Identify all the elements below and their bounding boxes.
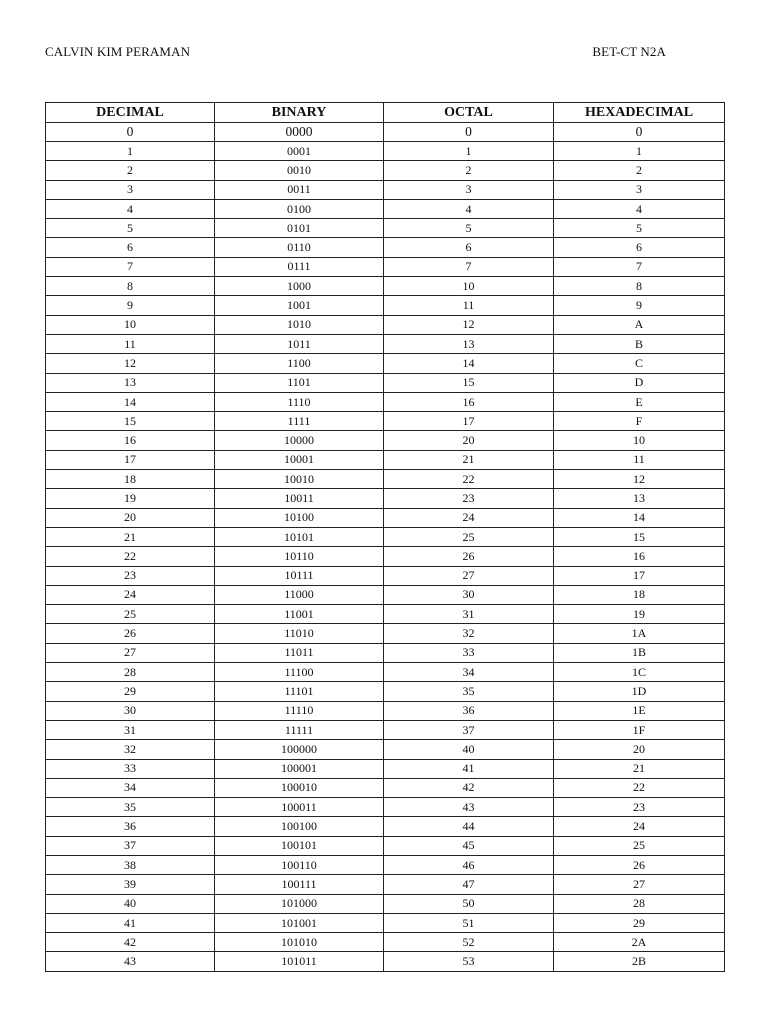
cell-binary: 0010 [215, 161, 384, 180]
table-row [46, 952, 725, 971]
cell-binary: 11010 [215, 624, 384, 643]
cell-binary: 10000 [215, 431, 384, 450]
table-row [46, 412, 725, 431]
cell-binary: 100111 [215, 875, 384, 894]
cell-octal: 34 [384, 663, 554, 682]
cell-octal: 35 [384, 682, 554, 701]
cell-octal: 36 [384, 701, 554, 720]
table-row [46, 720, 725, 739]
cell-decimal: 8 [46, 277, 215, 296]
cell-octal: 13 [384, 334, 554, 353]
cell-decimal: 17 [46, 450, 215, 469]
cell-binary: 1011 [215, 334, 384, 353]
author-name: CALVIN KIM PERAMAN [45, 44, 191, 59]
table-row [46, 277, 725, 296]
cell-decimal: 12 [46, 354, 215, 373]
cell-hexadecimal: 2A [554, 933, 725, 952]
cell-binary: 1001 [215, 296, 384, 315]
cell-binary: 100110 [215, 855, 384, 874]
cell-hexadecimal: 13 [554, 489, 725, 508]
table-row [46, 296, 725, 315]
cell-hexadecimal: 22 [554, 778, 725, 797]
cell-decimal: 41 [46, 913, 215, 932]
table-row [46, 508, 725, 527]
cell-decimal: 43 [46, 952, 215, 971]
cell-octal: 30 [384, 585, 554, 604]
cell-hexadecimal: 23 [554, 798, 725, 817]
cell-hexadecimal: 1 [554, 142, 725, 161]
cell-hexadecimal: 21 [554, 759, 725, 778]
cell-hexadecimal: A [554, 315, 725, 334]
cell-binary: 11001 [215, 605, 384, 624]
table-row [46, 547, 725, 566]
cell-hexadecimal: 1D [554, 682, 725, 701]
cell-decimal: 29 [46, 682, 215, 701]
table-row [46, 894, 725, 913]
cell-binary: 100000 [215, 740, 384, 759]
cell-octal: 42 [384, 778, 554, 797]
cell-binary: 0001 [215, 142, 384, 161]
cell-decimal: 25 [46, 605, 215, 624]
cell-binary: 100010 [215, 778, 384, 797]
cell-decimal: 3 [46, 180, 215, 199]
cell-binary: 101000 [215, 894, 384, 913]
cell-hexadecimal: E [554, 392, 725, 411]
table-row [46, 778, 725, 797]
table-row [46, 142, 725, 161]
cell-decimal: 5 [46, 219, 215, 238]
cell-decimal: 0 [46, 123, 215, 142]
cell-binary: 10010 [215, 470, 384, 489]
cell-octal: 25 [384, 527, 554, 546]
cell-octal: 12 [384, 315, 554, 334]
cell-decimal: 31 [46, 720, 215, 739]
cell-decimal: 16 [46, 431, 215, 450]
cell-octal: 52 [384, 933, 554, 952]
table-row [46, 836, 725, 855]
cell-binary: 10110 [215, 547, 384, 566]
cell-hexadecimal: F [554, 412, 725, 431]
cell-hexadecimal: 25 [554, 836, 725, 855]
cell-hexadecimal: 16 [554, 547, 725, 566]
table-row [46, 123, 725, 142]
table-row [46, 913, 725, 932]
cell-binary: 10001 [215, 450, 384, 469]
cell-octal: 2 [384, 161, 554, 180]
cell-octal: 4 [384, 199, 554, 218]
cell-hexadecimal: 1E [554, 701, 725, 720]
cell-octal: 5 [384, 219, 554, 238]
cell-decimal: 9 [46, 296, 215, 315]
cell-hexadecimal: 19 [554, 605, 725, 624]
cell-binary: 10101 [215, 527, 384, 546]
cell-binary: 100001 [215, 759, 384, 778]
table-row [46, 643, 725, 662]
table-row [46, 161, 725, 180]
cell-hexadecimal: 20 [554, 740, 725, 759]
cell-octal: 40 [384, 740, 554, 759]
cell-decimal: 4 [46, 199, 215, 218]
header-row [46, 103, 725, 123]
cell-decimal: 20 [46, 508, 215, 527]
cell-decimal: 23 [46, 566, 215, 585]
number-conversion-table [45, 102, 725, 972]
table-row [46, 933, 725, 952]
cell-hexadecimal: 1B [554, 643, 725, 662]
cell-binary: 1000 [215, 277, 384, 296]
cell-octal: 16 [384, 392, 554, 411]
cell-octal: 50 [384, 894, 554, 913]
cell-hexadecimal: 18 [554, 585, 725, 604]
cell-binary: 101011 [215, 952, 384, 971]
cell-binary: 11110 [215, 701, 384, 720]
cell-decimal: 30 [46, 701, 215, 720]
cell-decimal: 42 [46, 933, 215, 952]
cell-octal: 21 [384, 450, 554, 469]
table-row [46, 199, 725, 218]
table-row [46, 566, 725, 585]
cell-octal: 1 [384, 142, 554, 161]
cell-octal: 11 [384, 296, 554, 315]
cell-hexadecimal: 9 [554, 296, 725, 315]
cell-octal: 14 [384, 354, 554, 373]
cell-binary: 100101 [215, 836, 384, 855]
cell-decimal: 15 [46, 412, 215, 431]
cell-hexadecimal: 26 [554, 855, 725, 874]
cell-decimal: 36 [46, 817, 215, 836]
table-row [46, 257, 725, 276]
cell-hexadecimal: 5 [554, 219, 725, 238]
cell-binary: 100011 [215, 798, 384, 817]
cell-binary: 1101 [215, 373, 384, 392]
table-row [46, 238, 725, 257]
table-row [46, 334, 725, 353]
table-row [46, 180, 725, 199]
cell-decimal: 22 [46, 547, 215, 566]
table-row [46, 701, 725, 720]
cell-binary: 0000 [215, 123, 384, 142]
table-row [46, 373, 725, 392]
cell-hexadecimal: 12 [554, 470, 725, 489]
table-row [46, 470, 725, 489]
cell-binary: 11000 [215, 585, 384, 604]
cell-octal: 44 [384, 817, 554, 836]
table-row [46, 817, 725, 836]
cell-octal: 22 [384, 470, 554, 489]
cell-hexadecimal: 15 [554, 527, 725, 546]
cell-octal: 47 [384, 875, 554, 894]
table-row [46, 798, 725, 817]
cell-decimal: 28 [46, 663, 215, 682]
cell-hexadecimal: B [554, 334, 725, 353]
cell-decimal: 40 [46, 894, 215, 913]
table-row [46, 219, 725, 238]
cell-octal: 27 [384, 566, 554, 585]
cell-decimal: 32 [46, 740, 215, 759]
table-row [46, 759, 725, 778]
cell-octal: 45 [384, 836, 554, 855]
cell-decimal: 27 [46, 643, 215, 662]
cell-decimal: 33 [46, 759, 215, 778]
table-row [46, 682, 725, 701]
cell-hexadecimal: 14 [554, 508, 725, 527]
column-header-binary: BINARY [215, 103, 384, 123]
cell-hexadecimal: 0 [554, 123, 725, 142]
section-label: BET-CT N2A [592, 44, 666, 59]
cell-hexadecimal: 3 [554, 180, 725, 199]
table-body [46, 123, 725, 972]
cell-binary: 0100 [215, 199, 384, 218]
cell-hexadecimal: 28 [554, 894, 725, 913]
cell-decimal: 10 [46, 315, 215, 334]
cell-octal: 7 [384, 257, 554, 276]
cell-octal: 20 [384, 431, 554, 450]
table-row [46, 392, 725, 411]
cell-octal: 15 [384, 373, 554, 392]
cell-octal: 6 [384, 238, 554, 257]
cell-decimal: 24 [46, 585, 215, 604]
column-header-octal: OCTAL [384, 103, 554, 123]
cell-octal: 3 [384, 180, 554, 199]
cell-octal: 17 [384, 412, 554, 431]
cell-decimal: 37 [46, 836, 215, 855]
cell-decimal: 7 [46, 257, 215, 276]
table-row [46, 450, 725, 469]
table-header [46, 103, 725, 123]
cell-decimal: 26 [46, 624, 215, 643]
cell-binary: 1110 [215, 392, 384, 411]
cell-binary: 0111 [215, 257, 384, 276]
cell-hexadecimal: C [554, 354, 725, 373]
cell-binary: 101010 [215, 933, 384, 952]
cell-binary: 1111 [215, 412, 384, 431]
table-row [46, 431, 725, 450]
cell-hexadecimal: 6 [554, 238, 725, 257]
cell-hexadecimal: 2 [554, 161, 725, 180]
table-row [46, 663, 725, 682]
cell-decimal: 21 [46, 527, 215, 546]
cell-hexadecimal: 11 [554, 450, 725, 469]
table-row [46, 489, 725, 508]
cell-binary: 0011 [215, 180, 384, 199]
table-row [46, 605, 725, 624]
cell-decimal: 34 [46, 778, 215, 797]
cell-binary: 10100 [215, 508, 384, 527]
cell-binary: 10111 [215, 566, 384, 585]
cell-binary: 11101 [215, 682, 384, 701]
cell-hexadecimal: 1C [554, 663, 725, 682]
column-header-hexadecimal: HEXADECIMAL [554, 103, 725, 123]
cell-hexadecimal: 2B [554, 952, 725, 971]
cell-binary: 0101 [215, 219, 384, 238]
cell-decimal: 14 [46, 392, 215, 411]
cell-octal: 26 [384, 547, 554, 566]
cell-hexadecimal: 4 [554, 199, 725, 218]
cell-binary: 0110 [215, 238, 384, 257]
cell-hexadecimal: 27 [554, 875, 725, 894]
cell-octal: 53 [384, 952, 554, 971]
cell-binary: 11011 [215, 643, 384, 662]
cell-hexadecimal: 7 [554, 257, 725, 276]
cell-hexadecimal: 10 [554, 431, 725, 450]
cell-decimal: 19 [46, 489, 215, 508]
cell-octal: 46 [384, 855, 554, 874]
cell-decimal: 18 [46, 470, 215, 489]
cell-octal: 43 [384, 798, 554, 817]
table-row [46, 585, 725, 604]
cell-binary: 10011 [215, 489, 384, 508]
table-row [46, 875, 725, 894]
cell-octal: 51 [384, 913, 554, 932]
page-header [45, 44, 666, 64]
column-header-decimal: DECIMAL [46, 103, 215, 123]
cell-decimal: 35 [46, 798, 215, 817]
table-row [46, 740, 725, 759]
cell-binary: 101001 [215, 913, 384, 932]
cell-octal: 0 [384, 123, 554, 142]
cell-hexadecimal: 29 [554, 913, 725, 932]
cell-binary: 11100 [215, 663, 384, 682]
cell-decimal: 1 [46, 142, 215, 161]
cell-hexadecimal: 1A [554, 624, 725, 643]
cell-hexadecimal: 8 [554, 277, 725, 296]
cell-octal: 31 [384, 605, 554, 624]
cell-hexadecimal: 17 [554, 566, 725, 585]
cell-decimal: 13 [46, 373, 215, 392]
cell-octal: 37 [384, 720, 554, 739]
table-row [46, 624, 725, 643]
table-row [46, 315, 725, 334]
table-row [46, 354, 725, 373]
cell-binary: 11111 [215, 720, 384, 739]
cell-hexadecimal: D [554, 373, 725, 392]
cell-decimal: 6 [46, 238, 215, 257]
cell-binary: 1010 [215, 315, 384, 334]
cell-octal: 24 [384, 508, 554, 527]
cell-octal: 32 [384, 624, 554, 643]
cell-binary: 100100 [215, 817, 384, 836]
cell-binary: 1100 [215, 354, 384, 373]
table-row [46, 855, 725, 874]
cell-hexadecimal: 24 [554, 817, 725, 836]
cell-decimal: 11 [46, 334, 215, 353]
cell-decimal: 2 [46, 161, 215, 180]
cell-decimal: 39 [46, 875, 215, 894]
cell-octal: 23 [384, 489, 554, 508]
cell-hexadecimal: 1F [554, 720, 725, 739]
cell-octal: 41 [384, 759, 554, 778]
table-row [46, 527, 725, 546]
cell-octal: 10 [384, 277, 554, 296]
cell-octal: 33 [384, 643, 554, 662]
cell-decimal: 38 [46, 855, 215, 874]
